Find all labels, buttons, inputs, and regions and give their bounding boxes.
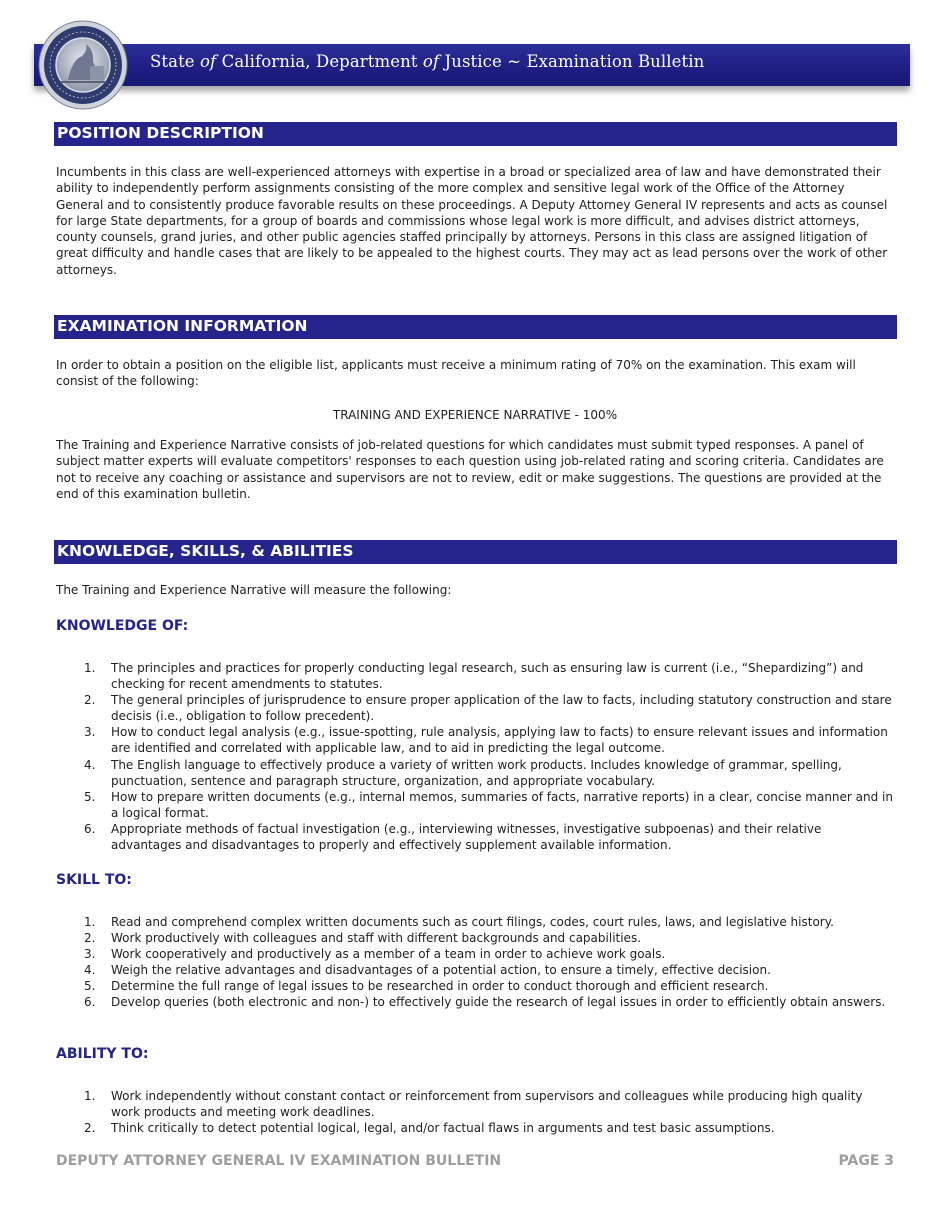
ksa-intro-text: The Training and Experience Narrative will measure the following: (56, 583, 452, 597)
examination-information-heading: EXAMINATION INFORMATION (57, 317, 308, 335)
list-item: 5. Determine the full range of legal issues to be researched in order to conduct thorough and efficient research. (84, 979, 769, 994)
skill-heading: SKILL TO: (56, 872, 132, 888)
list-item: 2. Work productively with colleagues and staff with different backgrounds and capabilities. (84, 931, 642, 946)
list-item: 1. Work independently without constant contact or reinforcement from supervisors and colleagues while producing high quality work products and meeting work deadlines. (84, 1089, 863, 1120)
list-item: 2. The general principles of jurisprudence to ensure proper application of the law to facts, including statutory construction and stare decisis (i.e., obligation to follow precedent). (84, 693, 892, 724)
list-item: 4. The English language to effectively produce a variety of written work products. Includes knowledge of grammar, spelling, punctuation, sentence and paragraph structure, organization, and appropriate vocabulary. (84, 757, 842, 788)
footer-title: DEPUTY ATTORNEY GENERAL IV EXAMINATION BULLETIN (56, 1153, 502, 1169)
list-item: 2. Think critically to detect potential logical, legal, and/or factual flaws in arguments and test basic assumptions. (84, 1121, 775, 1136)
examination-body-text: The Training and Experience Narrative consists of job-related questions for which candidates must submit typed responses. A panel of subject matter experts will evaluate competitors' responses to each question using job-related rating and scoring criteria. Candidates are not to receive any coaching or assistance and supervisors are not to review, edit or make suggestions. The questions are provided at the end of this examination bulletin. (56, 438, 884, 501)
examination-intro-text: In order to obtain a position on the eligible list, applicants must receive a minimum rating of 70% on the examination. This exam will consist of the following: (56, 358, 856, 389)
skill-list (56, 914, 894, 1011)
ksa-heading: KNOWLEDGE, SKILLS, & ABILITIES (57, 542, 354, 560)
page-number: PAGE 3 (838, 1153, 894, 1169)
knowledge-heading: KNOWLEDGE OF: (56, 618, 189, 634)
ability-list (56, 1088, 894, 1136)
position-description-bar (54, 122, 897, 146)
position-description-heading: POSITION DESCRIPTION (57, 124, 264, 142)
list-item: 6. Appropriate methods of factual investigation (e.g., interviewing witnesses, investigative subpoenas) and their relative advantages and disadvantages to properly and effectively supplement available information. (84, 821, 822, 853)
ksa-bar (54, 540, 897, 564)
list-item: 5. How to prepare written documents (e.g., internal memos, summaries of facts, narrative reports) in a clear, concise manner and in a logical format. (84, 789, 893, 820)
list-item: 3. Work cooperatively and productively as a member of a team in order to achieve work goals. (84, 947, 666, 962)
ability-heading: ABILITY TO: (56, 1046, 149, 1062)
list-item: 1. Read and comprehend complex written documents such as court filings, codes, court rules, laws, and legislative history. (84, 915, 834, 929)
examination-information-bar (54, 315, 897, 339)
list-item: 1. The principles and practices for properly conducting legal research, such as ensuring law is current (i.e., “Shepardizing”) and checking for recent amendments to statutes. (84, 661, 864, 692)
header-title: State of California, Department of Justice ~ Examination Bulletin (150, 52, 705, 71)
position-description-text: Incumbents in this class are well-experienced attorneys with expertise in a broad or specialized area of law and have demonstrated their ability to independently perform assignments consisting of the more complex and sensitive legal work of the Office of the Attorney General and to consistently produce favorable results on these proceedings. A Deputy Attorney General IV represents and acts as counsel for large State departments, for a group of boards and commissions whose legal work is more difficult, and advises district attorneys, county counsels, grand juries, and other public agencies staffed principally by attorneys. Persons in this class are assigned litigation of great difficulty and handle cases that are likely to be appealed to the highest courts. They may act as lead persons over the work of other attorneys. (56, 165, 888, 277)
exam-component-line: TRAINING AND EXPERIENCE NARRATIVE - 100% (332, 408, 618, 422)
header-bar (34, 44, 910, 86)
california-doj-seal-icon (38, 20, 128, 110)
knowledge-list (56, 660, 894, 853)
list-item: 3. How to conduct legal analysis (e.g., issue-spotting, rule analysis, applying law to facts) to ensure relevant issues and information are identified and correlated with applicable law, and to aid in predicting the legal outcome. (84, 725, 888, 756)
list-item: 4. Weigh the relative advantages and disadvantages of a potential action, to ensure a timely, effective decision. (84, 963, 771, 978)
list-item: 6. Develop queries (both electronic and non-) to effectively guide the research of legal issues in order to efficiently obtain answers. (84, 995, 886, 1010)
